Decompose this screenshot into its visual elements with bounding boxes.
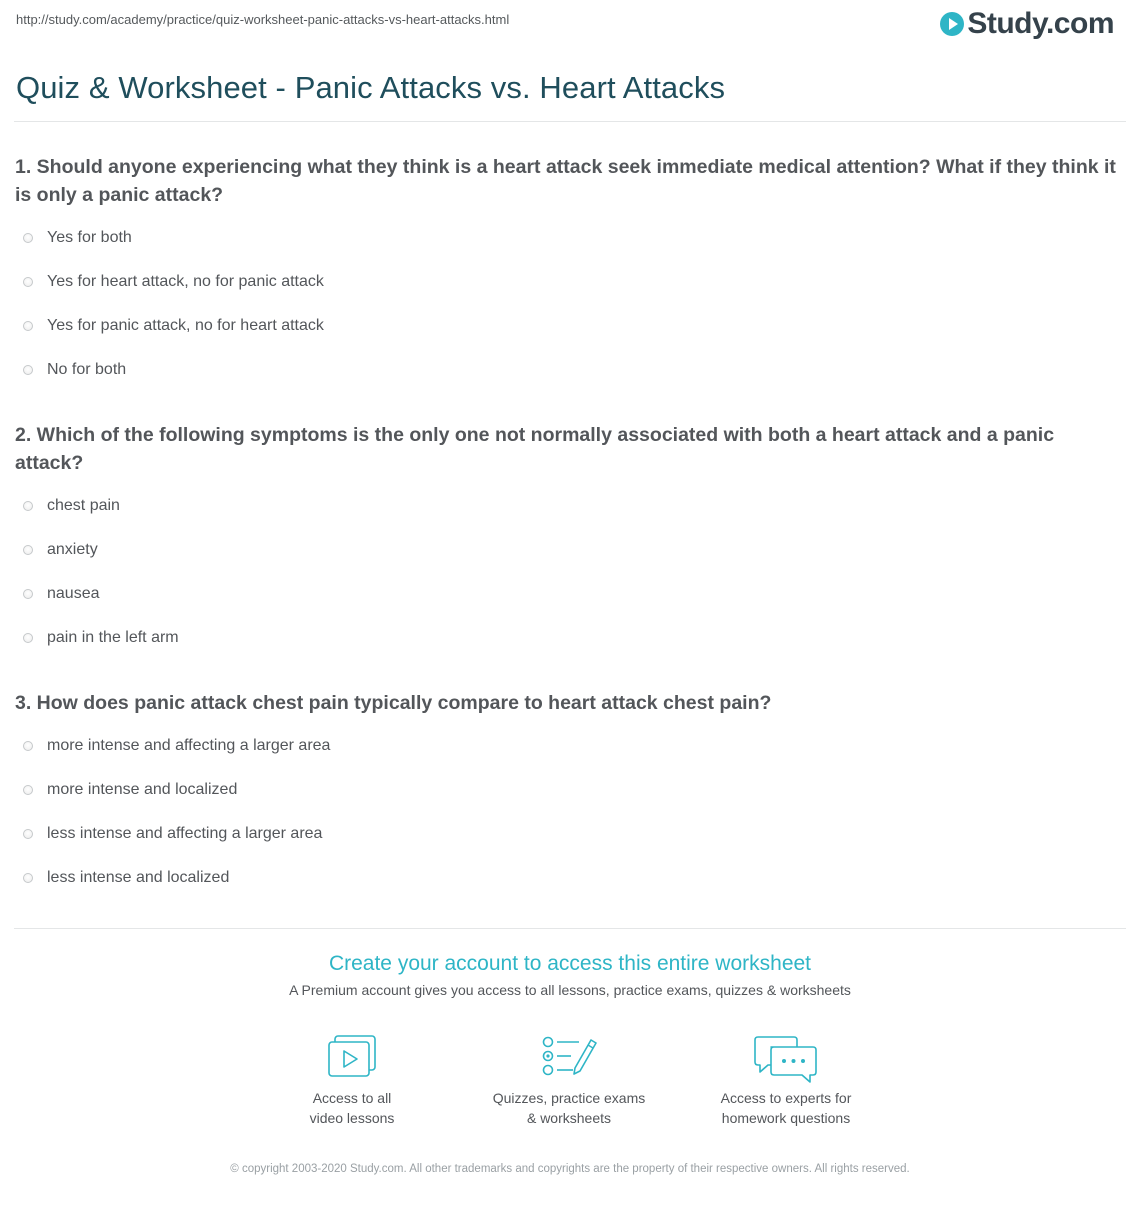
radio-button[interactable]: [23, 829, 33, 839]
copyright-notice: © copyright 2003-2020 Study.com. All other trademarks and copyrights are the property of their respective owners. All rights reserved.: [230, 1163, 910, 1175]
page-url: http://study.com/academy/practice/quiz-worksheet-panic-attacks-vs-heart-attacks.html: [16, 12, 510, 27]
answer-label: pain in the left arm: [47, 629, 179, 646]
page-title: Quiz & Worksheet - Panic Attacks vs. Heart Attacks: [16, 70, 726, 105]
play-circle-icon: [940, 12, 964, 36]
answer-label: Yes for panic attack, no for heart attack: [47, 317, 324, 334]
radio-button[interactable]: [23, 365, 33, 375]
answer-label: anxiety: [47, 541, 98, 558]
question-3: [15, 689, 1127, 717]
cta-subtitle: A Premium account gives you access to all lessons, practice exams, quizzes & worksheets: [289, 982, 851, 998]
radio-button[interactable]: [23, 785, 33, 795]
answer-label: nausea: [47, 585, 100, 602]
answer-label: No for both: [47, 361, 127, 378]
answer-option[interactable]: [23, 822, 322, 846]
radio-button[interactable]: [23, 633, 33, 643]
cta-title-link[interactable]: Create your account to access this entire worksheet: [328, 952, 812, 975]
feature-label-line: Quizzes, practice exams: [492, 1090, 646, 1106]
feature-label-line: video lessons: [309, 1110, 395, 1126]
answer-option[interactable]: [23, 314, 324, 338]
answer-label: less intense and affecting a larger area: [47, 825, 323, 842]
title-divider: [14, 121, 1126, 122]
feature-experts: [696, 1034, 876, 1128]
radio-button[interactable]: [23, 589, 33, 599]
question-text: 3. How does panic attack chest pain typically compare to heart attack chest pain?: [15, 692, 772, 714]
answer-option[interactable]: [23, 538, 98, 562]
answer-option[interactable]: [23, 626, 179, 650]
radio-button[interactable]: [23, 545, 33, 555]
feature-label-line: & worksheets: [526, 1110, 612, 1126]
question-1: [15, 153, 1127, 209]
section-divider: [14, 928, 1126, 929]
answer-option[interactable]: [23, 778, 237, 802]
answer-label: chest pain: [47, 497, 120, 514]
feature-quizzes: [479, 1034, 659, 1128]
answer-option[interactable]: [23, 358, 126, 382]
radio-button[interactable]: [23, 501, 33, 511]
feature-label-line: Access to experts for: [720, 1090, 852, 1106]
study-logo[interactable]: [940, 8, 1114, 40]
radio-button[interactable]: [23, 873, 33, 883]
video-lessons-icon: [326, 1034, 378, 1080]
radio-button[interactable]: [23, 277, 33, 287]
feature-label: [479, 1088, 659, 1128]
feature-label-line: Access to all: [312, 1090, 392, 1106]
answer-option[interactable]: [23, 866, 229, 890]
logo-text: Study.com: [967, 7, 1114, 40]
answer-label: Yes for heart attack, no for panic attack: [47, 273, 324, 290]
feature-video-lessons: [262, 1034, 442, 1128]
answer-option[interactable]: [23, 494, 120, 518]
answer-label: more intense and localized: [47, 781, 238, 798]
page-header: [0, 0, 1140, 56]
answer-label: Yes for both: [47, 229, 132, 246]
feature-label: [696, 1088, 876, 1128]
question-text: 2. Which of the following symptoms is the only one not normally associated with both a heart attack and a panic attack?: [15, 424, 1055, 474]
answer-label: more intense and affecting a larger area: [47, 737, 331, 754]
question-text: 1. Should anyone experiencing what they think is a heart attack seek immediate medical attention? What if they think it is only a panic attack?: [15, 156, 1116, 206]
answer-option[interactable]: [23, 582, 100, 606]
answer-option[interactable]: [23, 734, 330, 758]
answer-option[interactable]: [23, 226, 132, 250]
answer-option[interactable]: [23, 270, 324, 294]
radio-button[interactable]: [23, 321, 33, 331]
feature-label-line: homework questions: [721, 1110, 851, 1126]
question-2: [15, 421, 1127, 477]
radio-button[interactable]: [23, 741, 33, 751]
chat-bubbles-icon: [754, 1034, 818, 1086]
feature-label: [262, 1088, 442, 1128]
answer-label: less intense and localized: [47, 869, 230, 886]
quiz-checklist-icon: [541, 1034, 597, 1080]
radio-button[interactable]: [23, 233, 33, 243]
